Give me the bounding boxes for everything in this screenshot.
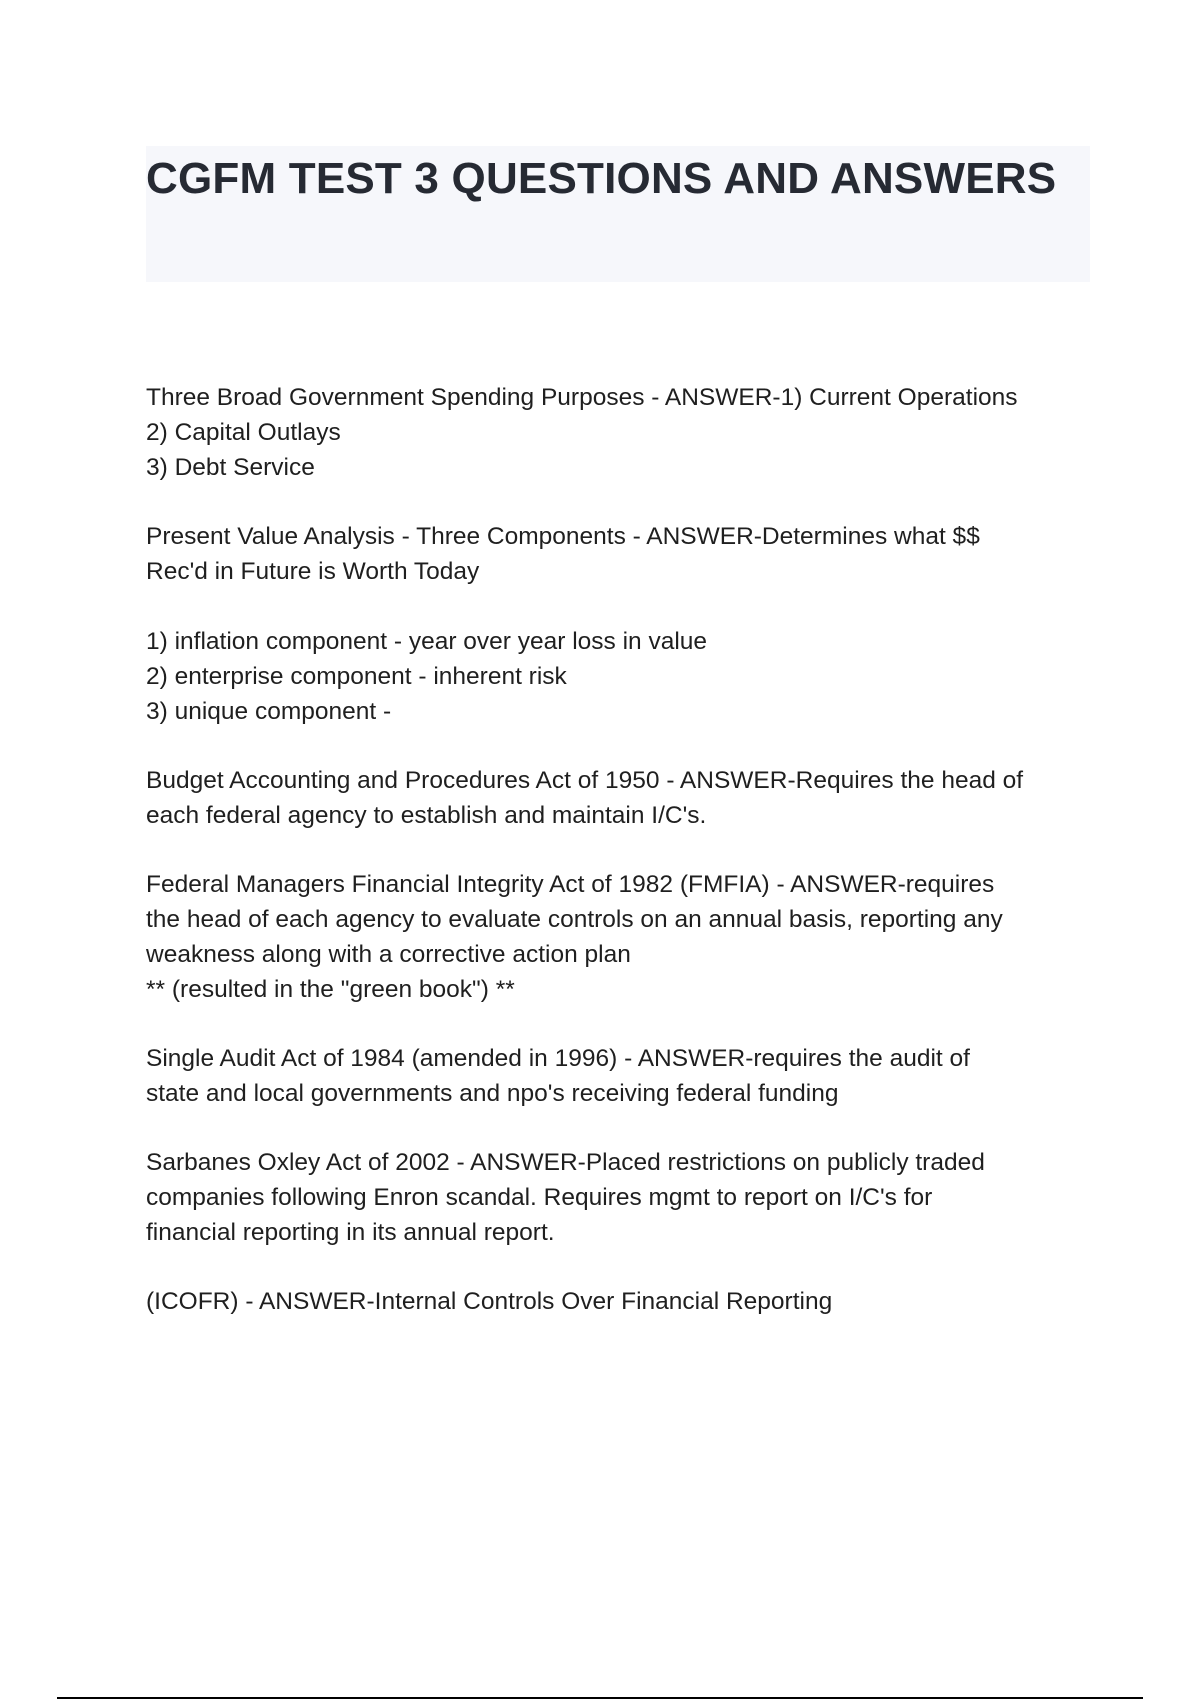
qa-line: Three Broad Government Spending Purposes - ANSWER-1) Current Operations: [146, 384, 1018, 411]
qa-line: 1) inflation component - year over year loss in value: [146, 628, 708, 655]
qa-entry: [146, 1145, 1106, 1250]
qa-line: 3) unique component -: [146, 698, 392, 725]
qa-entry: [146, 380, 1106, 485]
qa-line: each federal agency to establish and maintain I/C's.: [146, 802, 707, 829]
qa-line: Federal Managers Financial Integrity Act of 1982 (FMFIA) - ANSWER-requires: [146, 871, 995, 898]
qa-line: (ICOFR) - ANSWER-Internal Controls Over Financial Reporting: [146, 1288, 833, 1315]
footer-divider: [57, 1697, 1143, 1699]
qa-line: Single Audit Act of 1984 (amended in 1996) - ANSWER-requires the audit of: [146, 1045, 970, 1072]
qa-line: Present Value Analysis - Three Components - ANSWER-Determines what $$: [146, 523, 980, 550]
qa-list: [146, 380, 1106, 1353]
qa-line: 2) enterprise component - inherent risk: [146, 663, 567, 690]
qa-line: ** (resulted in the "green book") **: [146, 976, 515, 1003]
qa-line: 3) Debt Service: [146, 454, 315, 481]
page-title: CGFM TEST 3 QUESTIONS AND ANSWERS: [146, 154, 1057, 203]
qa-entry: [146, 763, 1106, 833]
qa-line: 2) Capital Outlays: [146, 419, 341, 446]
qa-line: the head of each agency to evaluate controls on an annual basis, reporting any: [146, 906, 1003, 933]
qa-line: financial reporting in its annual report.: [146, 1219, 555, 1246]
qa-entry: [146, 519, 1106, 729]
qa-line: companies following Enron scandal. Requires mgmt to report on I/C's for: [146, 1184, 933, 1211]
qa-line: state and local governments and npo's receiving federal funding: [146, 1080, 839, 1107]
qa-line: weakness along with a corrective action plan: [146, 941, 631, 968]
qa-line: Sarbanes Oxley Act of 2002 - ANSWER-Placed restrictions on publicly traded: [146, 1149, 985, 1176]
qa-entry: [146, 1041, 1106, 1111]
title-banner: [146, 146, 1090, 282]
qa-entry: [146, 1284, 1106, 1319]
qa-line: Budget Accounting and Procedures Act of 1950 - ANSWER-Requires the head of: [146, 767, 1024, 794]
blank-line: [146, 589, 1106, 624]
qa-entry: [146, 867, 1106, 1007]
qa-line: Rec'd in Future is Worth Today: [146, 558, 480, 585]
